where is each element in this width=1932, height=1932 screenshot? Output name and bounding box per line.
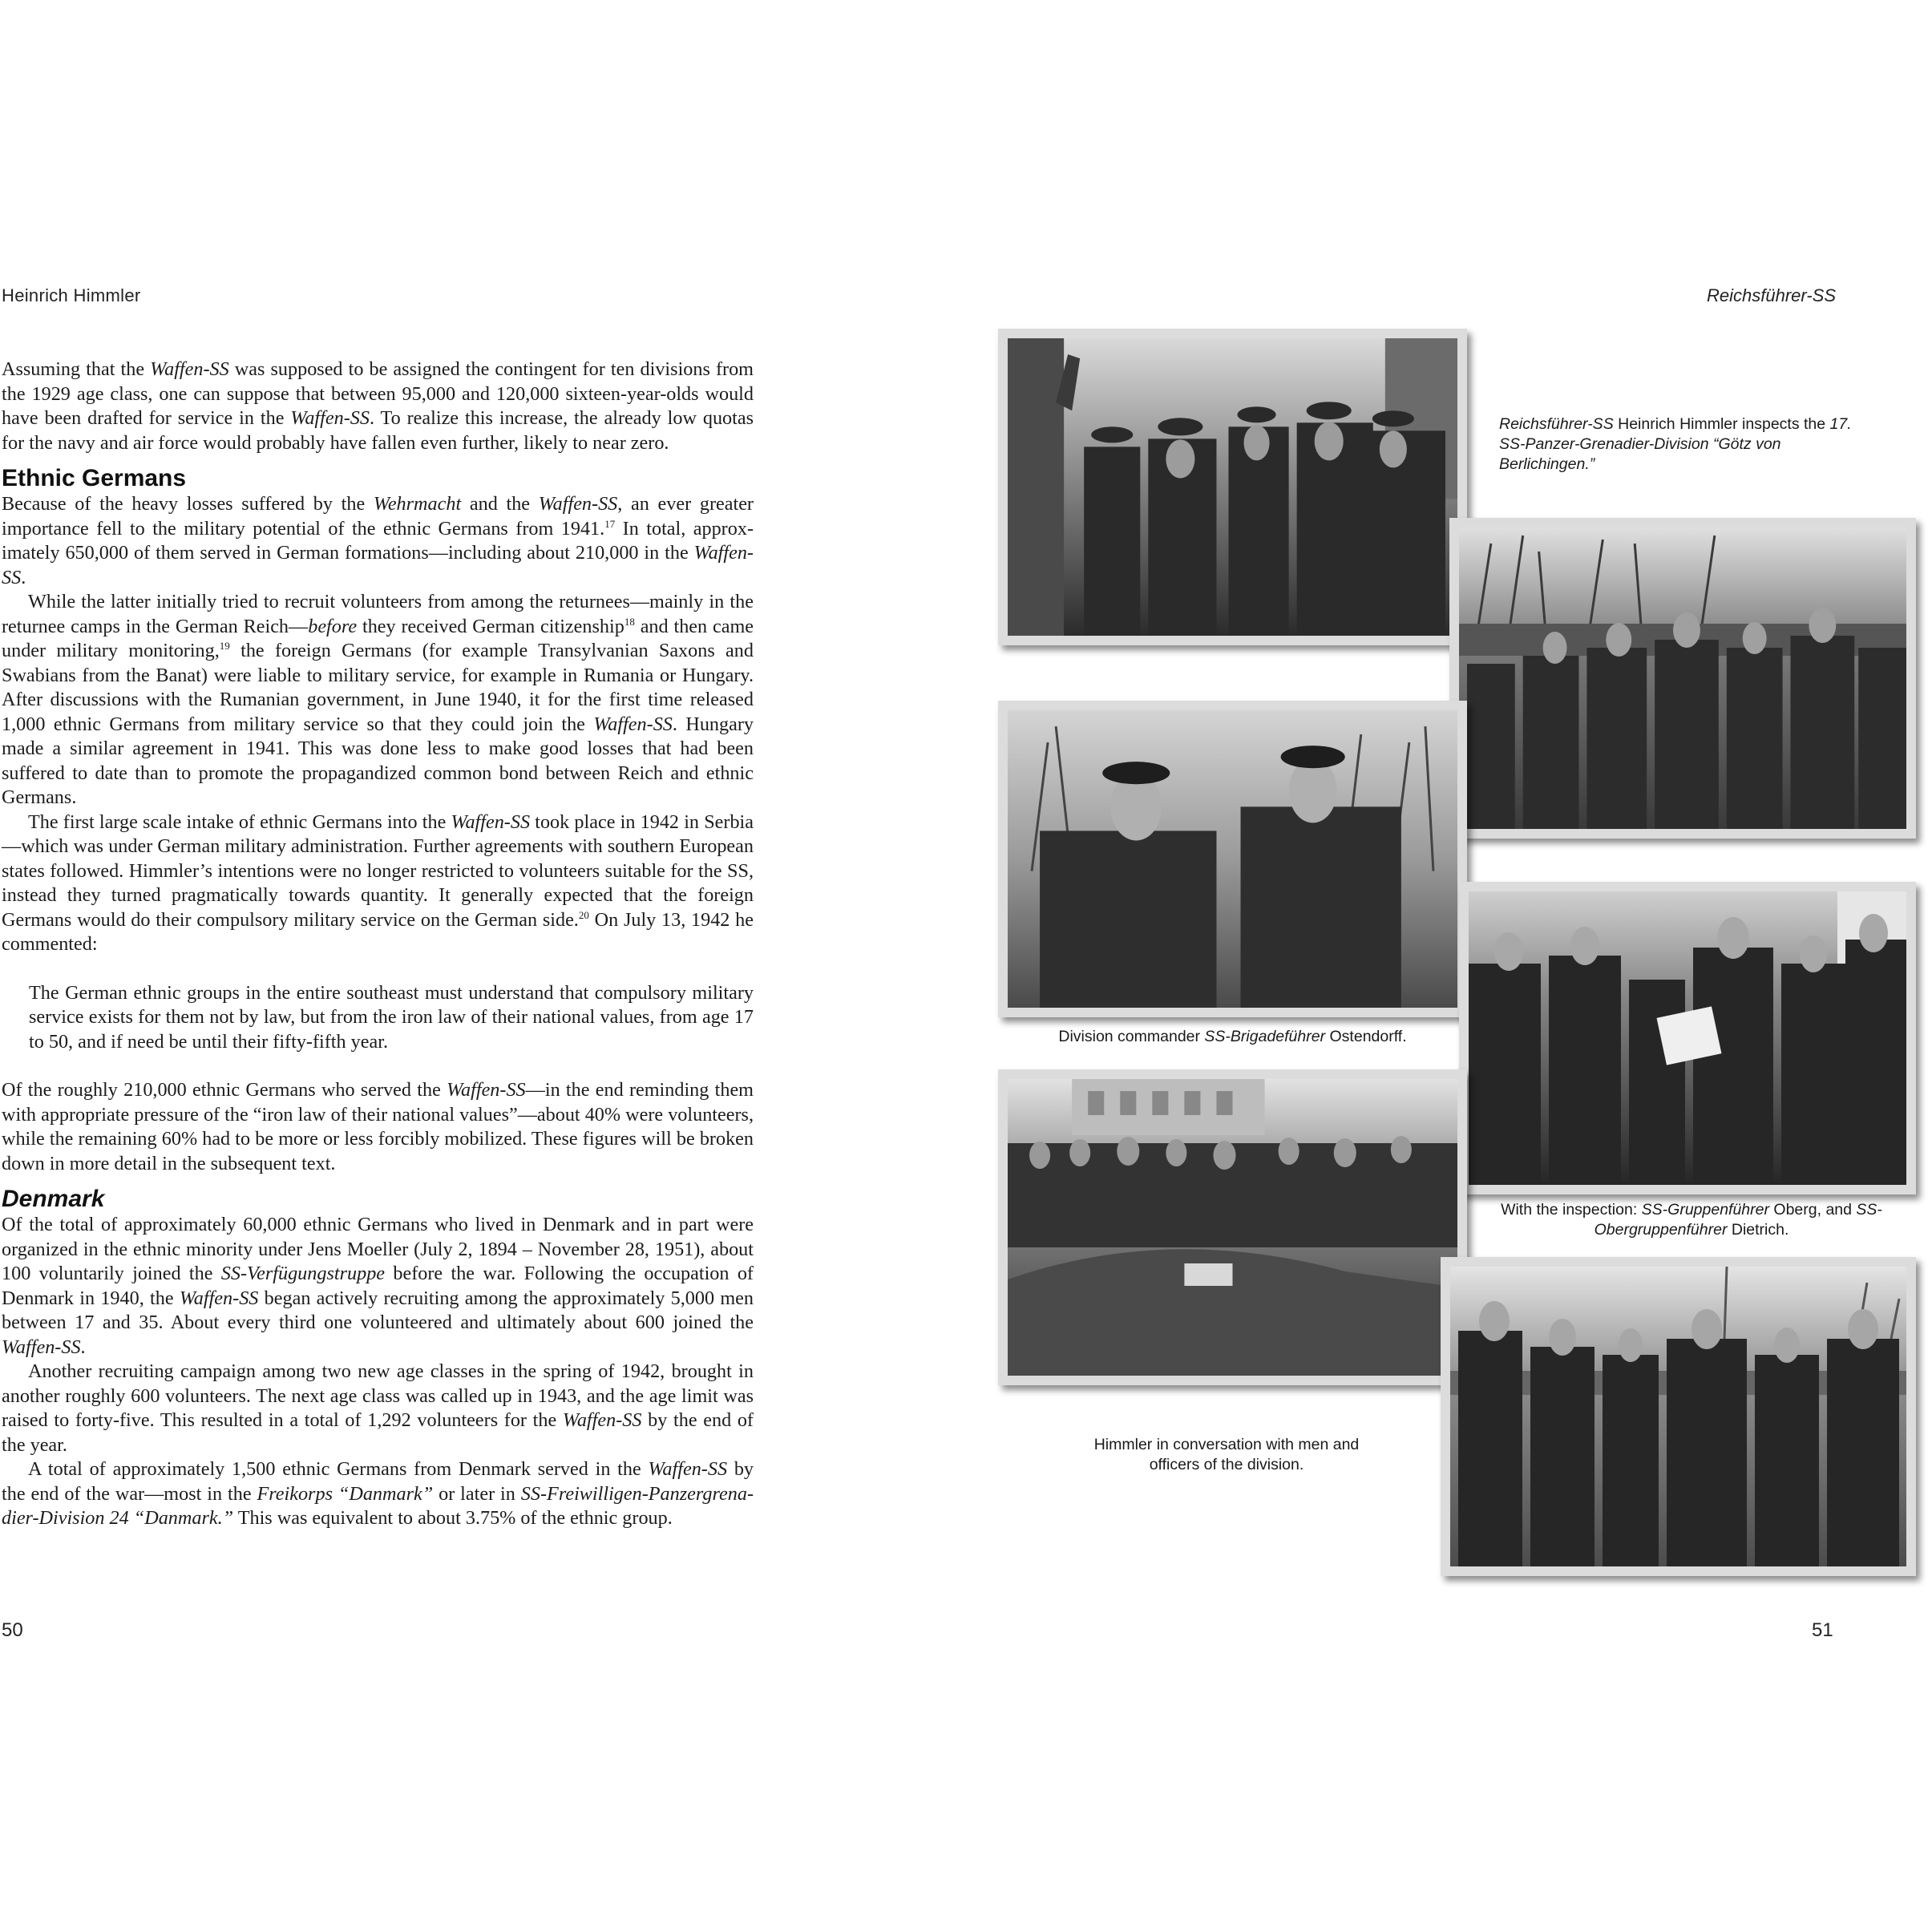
section-heading-denmark: Denmark — [2, 1186, 105, 1212]
photo-officers-document — [1459, 882, 1916, 1194]
photo-soldiers-vehicle — [998, 1069, 1467, 1385]
photo-image — [1008, 338, 1457, 636]
footnote-ref: 20 — [578, 908, 589, 921]
caption-himmler-inspects: Reichsführer-SS Heinrich Himmler inspects the 17. SS-Panzer-Grenadier-Division “Götz von Berlichingen.” — [1499, 415, 1852, 473]
photo-inspection-group — [1449, 518, 1916, 839]
paragraph: While the latter initially tried to recruit volunteers from among the returnees—mainly in the returnee camps in the German Reich—before they received German citizenship$^{18}$ and then came under military monitoring,$^{19}$ the foreign Germans (for example Transylvanian Saxons and Swabians from the Banat) were liable to military service, for example in Rumania or Hungary. After discussions with the Rumanian government, in June 1940, it for the first time released 1,000 ethnic Germans from military service so that they could join the Waffen-SS. Hungary made a similar agreement in 1941. This was done less to make good losses that had been suffered to date than to promote the propagandized common bond between Reich and ethnic Germans. — [2, 591, 754, 808]
photo-himmler-saluting — [998, 329, 1467, 645]
photo-himmler-ostendorff — [998, 701, 1467, 1017]
running-head-right: Reichsführer-SS — [1707, 285, 1836, 305]
photo-image — [1450, 1267, 1906, 1566]
footnote-ref: 17 — [604, 517, 616, 530]
photo-himmler-conversation — [1441, 1257, 1916, 1576]
paragraph: Because of the heavy losses suffered by the Wehrmacht and the Waffen-SS, an ever greater importance fell to the military potential of the ethnic Germans from 1941.17 In total, approximately 650,000 of them served in German formations—including about 210,000 in the Waffen-SS. — [2, 493, 754, 588]
page-number-right: 51 — [1812, 1619, 1833, 1641]
footnote-ref: 19 — [219, 640, 230, 652]
paragraph: Another recruiting campaign among two new age classes in the spring of 1942, brought in another roughly 600 volunteers. The next age class was called up in 1943, and the age limit was raised to forty-five. This resulted in a total of 1,292 volunteers for the Waffen-SS by the end of the year. — [2, 1360, 754, 1456]
paragraph: The first large scale intake of ethnic Germans into the Waffen-SS took place in 1942 in Serbia—which was under German military administration. Further agreements with southern European states followed. Himmler’s intentions were no longer restricted to volunteers suitable for the SS, instead they turned pragmatically towards quantity. It generally expected that the foreign Germans would do their compulsory military service on the German side.$^{20}$ On July 13, 1942 he commented: — [2, 810, 754, 955]
paragraph: A total of approximately 1,500 ethnic Germans from Denmark served in the Waffen-SS by the end of the war—most in the Freikorps “Danmark” or later in SS-Freiwilligen-Panzergrenadier-Division 24 “Danmark.” This was equivalent to about 3.75% of the ethnic group. — [2, 1458, 754, 1529]
paragraph: Of the roughly 210,000 ethnic Germans who served the Waffen-SS—in the end reminding them with appropriate pressure of the “iron law of their national values”—about 40% were volunteers, while the remaining 60% had to be more or less forcibly mobilized. These figures will be broken down in more detail in the subsequent text. — [2, 1079, 754, 1174]
page-number-left: 50 — [2, 1619, 23, 1641]
running-head-left: Heinrich Himmler — [2, 285, 141, 305]
left-page-body — [2, 358, 754, 1531]
photo-image — [1008, 710, 1457, 1008]
caption-ostendorff: Division commander SS-Brigadeführer Ostendorff. — [1058, 1028, 1407, 1045]
paragraph: Of the total of approximately 60,000 ethnic Germans who lived in Denmark and in part were organized in the ethnic minority under Jens Moeller (July 2, 1894 – November 28, 1951), about 100 voluntarily joined the SS-Verfügungstruppe before the war. Following the occupation of Denmark in 1940, the Waffen-SS began actively recruiting among the approximately 5,000 men between 17 and 35. About every third one volunteered and ultimately about 600 joined the Waffen-SS. — [2, 1214, 754, 1358]
photo-image — [1469, 891, 1906, 1185]
photo-image — [1459, 527, 1906, 829]
block-quote: The German ethnic groups in the entire southeast must understand that compulsory military service exists for them not by law, but from the iron law of their national values, from age 17 to 50, and if need be until their fifty-fifth year. — [29, 981, 754, 1053]
footnote-ref: 18 — [624, 615, 635, 628]
photo-image — [1008, 1079, 1457, 1376]
caption-conversation: Himmler in conversation with men and officers of the division. — [1093, 1436, 1360, 1473]
caption-oberg-dietrich: With the inspection: SS-Gruppenführer Oberg, and SS-Obergruppenführer Dietrich. — [1501, 1201, 1882, 1239]
section-heading-ethnic-germans: Ethnic Germans — [2, 465, 187, 491]
paragraph: Assuming that the Waffen-SS was supposed to be assigned the contingent for ten divisions from the 1929 age class, one can suppose that between 95,000 and 120,000 sixteen-year-olds would have been drafted for service in the Waffen-SS. To realize this increase, the already low quotas for the navy and air force would probably have fallen even further, likely to near zero. — [2, 358, 754, 454]
